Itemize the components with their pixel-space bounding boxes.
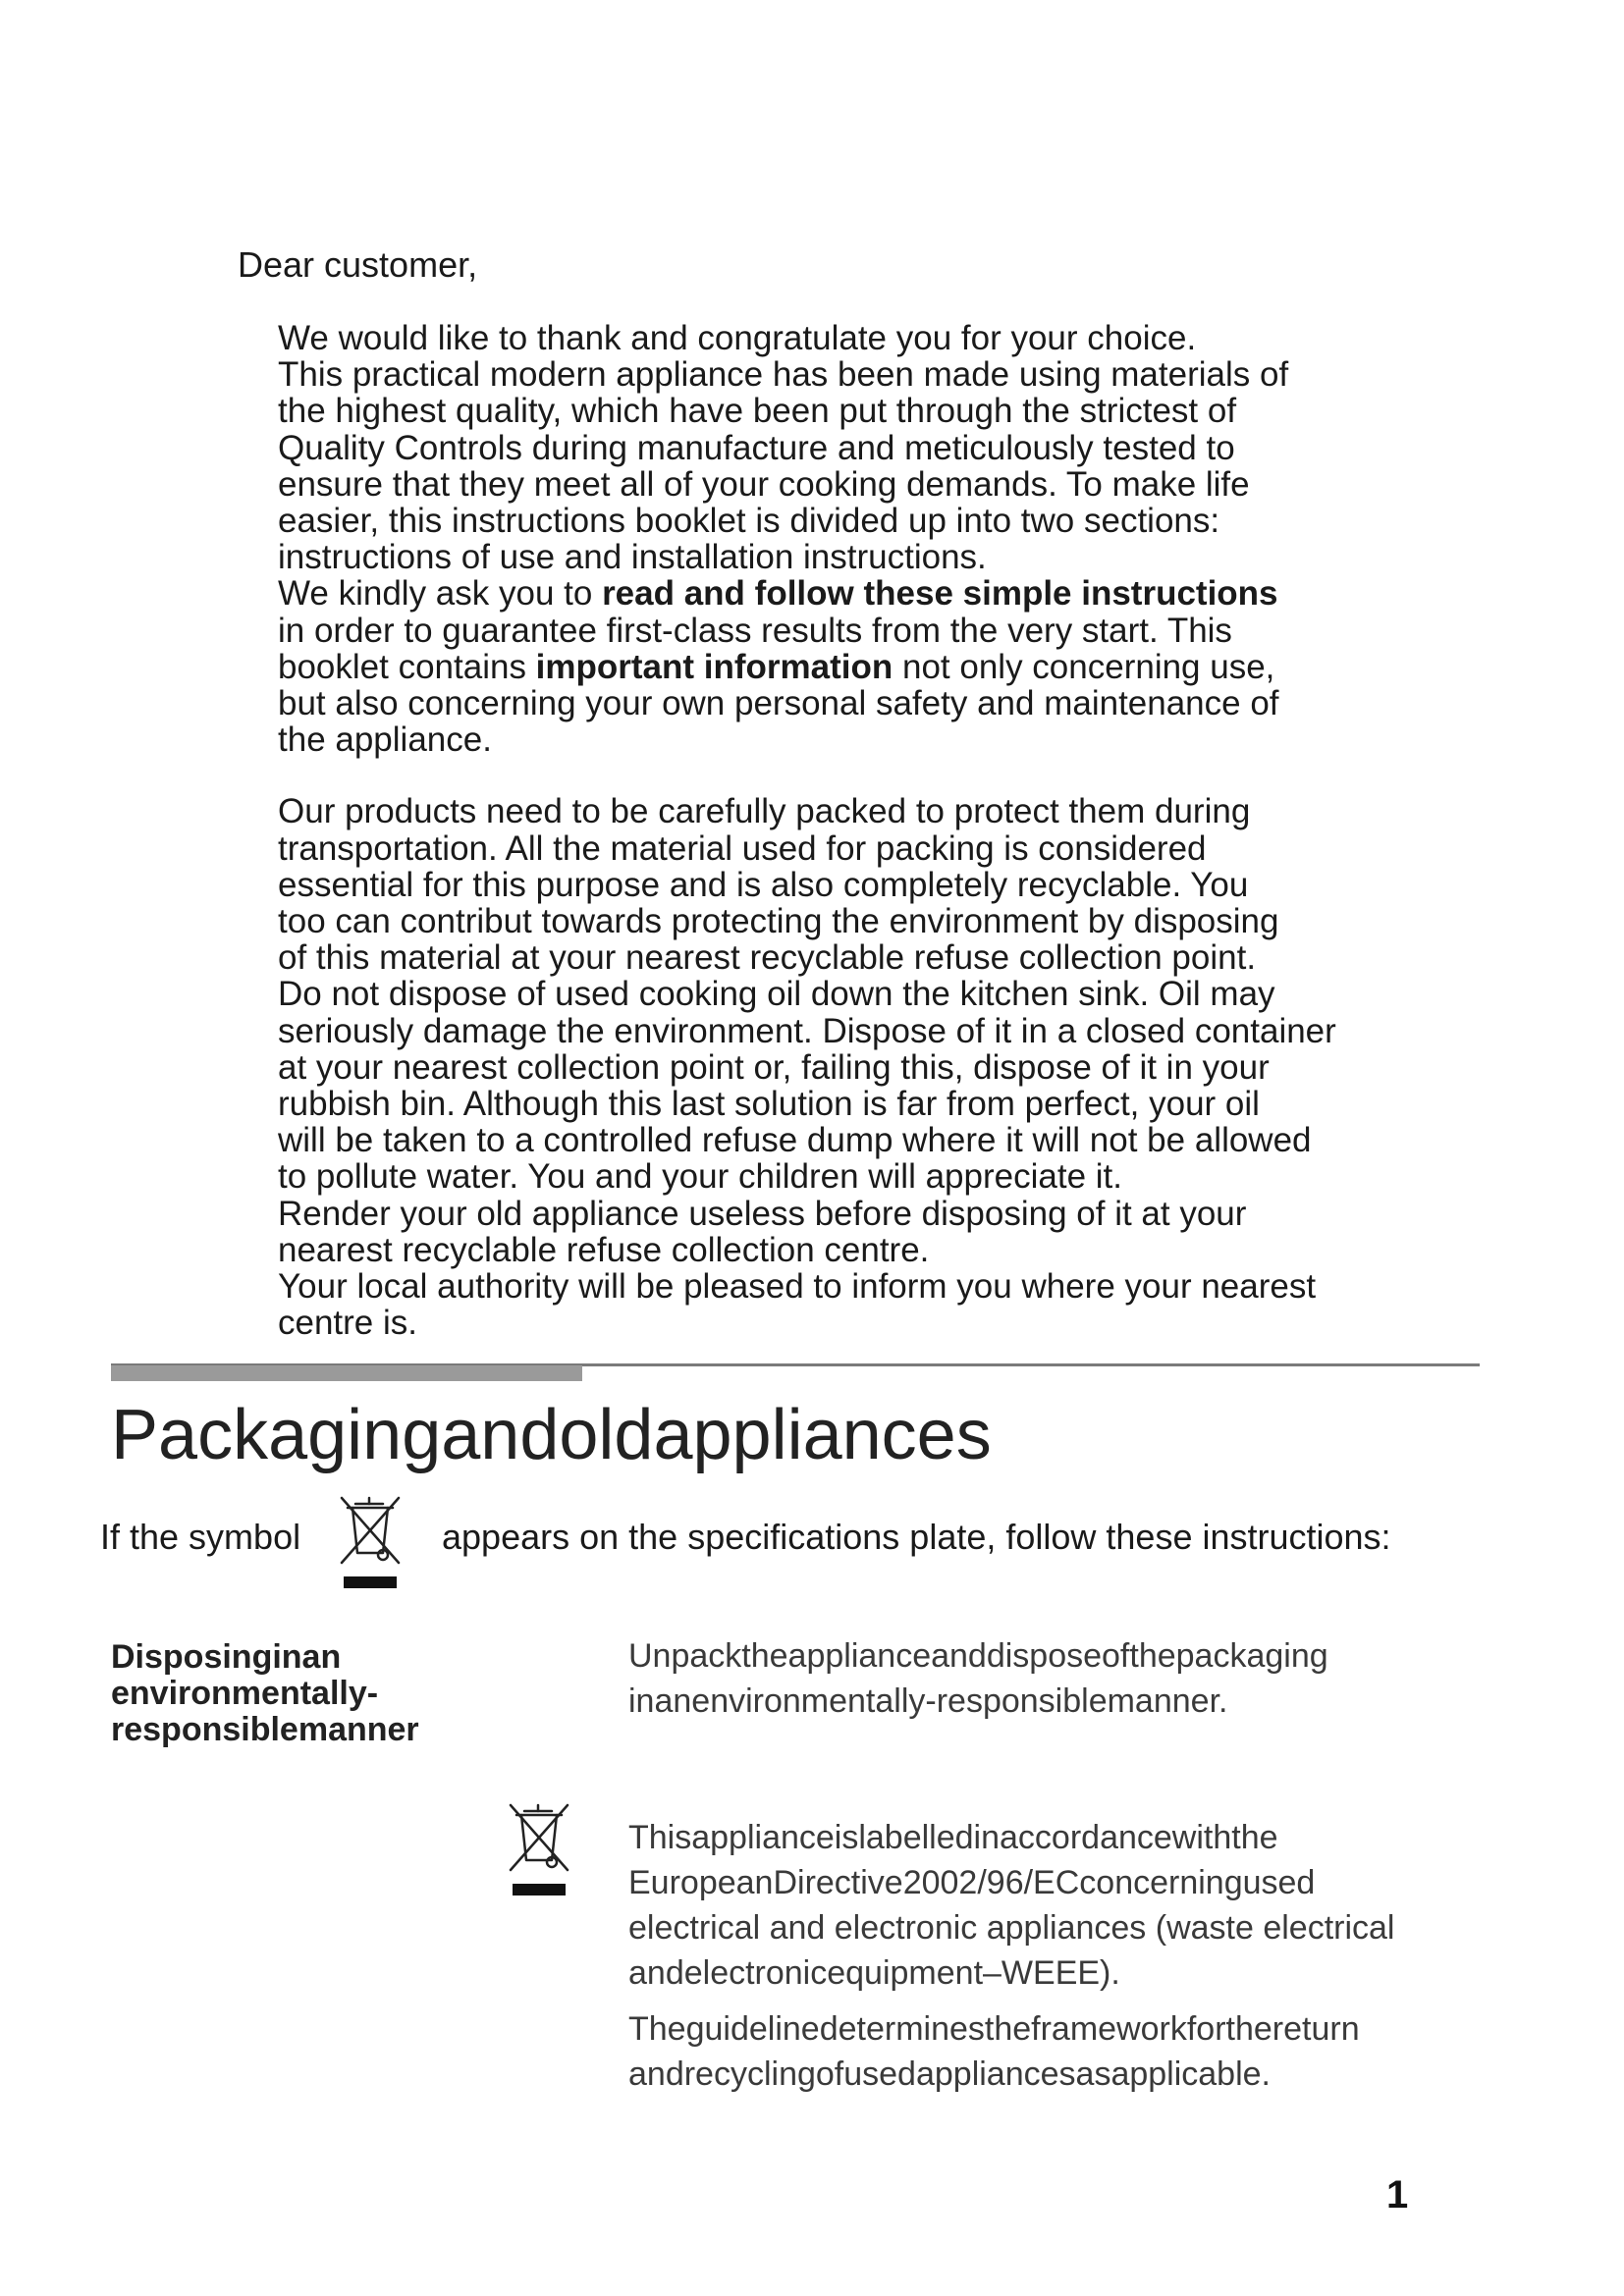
guideline-text [628,2006,1492,2097]
packing-line: Render your old appliance useless before disposing of it at your [278,1194,1247,1233]
intro-line: the highest quality, which have been put through the strictest of [278,392,1237,431]
body-line: andelectronicequipment–WEEE). [628,1954,1120,1992]
intro-line [278,575,1358,612]
packing-line: Do not dispose of used cooking oil down the kitchen sink. Oil may [278,975,1275,1014]
intro-line: This practical modern appliance has been made using materials of [278,355,1289,395]
body-line: andrecyclingofusedappliancesasapplicable. [628,2056,1272,2093]
packing-line: of this material at your nearest recyclable refuse collection point. [278,938,1257,978]
crossed-out-wheelie-bin-icon [334,1494,406,1596]
intro-line: easier, this instructions booklet is divided up into two sections: [278,502,1220,541]
body-line: inanenvironmentally-responsiblemanner. [628,1682,1228,1720]
packing-line: Your local authority will be pleased to inform you where your nearest [278,1267,1317,1307]
section-title: Packagingandoldappliances [111,1396,992,1474]
packing-line: nearest recyclable refuse collection centre. [278,1230,930,1269]
intro-line: Quality Controls during manufacture and meticulously tested to [278,428,1235,467]
weee-directive-text [628,1815,1492,1996]
side-heading-line: environmentally- [111,1675,379,1712]
packing-line: essential for this purpose and is also completely recyclable. You [278,865,1249,904]
packing-line: at your nearest collection point or, failing this, dispose of it in your [278,1047,1270,1087]
paragraph-gap [278,758,1358,793]
unpack-instruction [628,1633,1492,1724]
packing-line: to pollute water. You and your children will appreciate it. [278,1157,1122,1197]
packing-line: seriously damage the environment. Dispose of it in a closed container [278,1011,1336,1050]
body-line: Theguidelinedeterminestheframeworkforthereturn [628,2010,1360,2048]
packing-line: will be taken to a controlled refuse dump where it will not be allowed [278,1121,1312,1160]
intro-line: We would like to thank and congratulate you for your choice. [278,319,1197,357]
intro-line: ensure that they meet all of your cooking demands. To make life [278,464,1250,504]
body-line: Unpacktheapplianceanddisposeofthepackaging [628,1637,1328,1675]
packing-line: Our products need to be carefully packed to protect them during [278,792,1251,831]
body-line: EuropeanDirective2002/96/ECconcerningused [628,1864,1316,1901]
intro-text-run: We kindly ask you to [278,574,603,614]
packing-line: rubbish bin. Although this last solution is far from perfect, your oil [278,1085,1260,1124]
side-heading [111,1639,464,1748]
emphasis-read-and-follow: read and follow these simple instructions [602,574,1278,614]
page-number: 1 [1386,2173,1409,2216]
emphasis-important-information: important information [535,647,893,686]
packing-line: transportation. All the material used for packing is considered [278,828,1207,868]
intro-line: the appliance. [278,721,492,760]
side-heading-line: Disposinginan [111,1638,342,1676]
symbol-text-after: appears on the specifications plate, follow these instructions: [442,1517,1391,1557]
weee-bin-icon [503,1801,575,1903]
greeting: Dear customer, [238,244,478,285]
symbol-text-before: If the symbol [100,1517,301,1557]
packing-line: too can contribut towards protecting the environment by disposing [278,902,1279,941]
intro-text-run: not only concerning use, [893,647,1275,686]
intro-line: instructions of use and installation instructions. [278,538,987,577]
intro-line: in order to guarantee first-class results from the very start. This [278,611,1232,650]
packing-line: centre is. [278,1304,417,1343]
intro-text-run: booklet contains [278,647,536,686]
intro-text [278,320,1358,1341]
intro-line: but also concerning your own personal safety and maintenance of [278,684,1279,723]
intro-line [278,649,1358,685]
side-heading-line: responsiblemanner [111,1711,419,1748]
section-divider-accent [111,1365,582,1381]
body-line: electrical and electronic appliances (waste electrical [628,1909,1395,1947]
body-line: Thisapplianceislabelledinaccordancewiththe [628,1819,1278,1856]
